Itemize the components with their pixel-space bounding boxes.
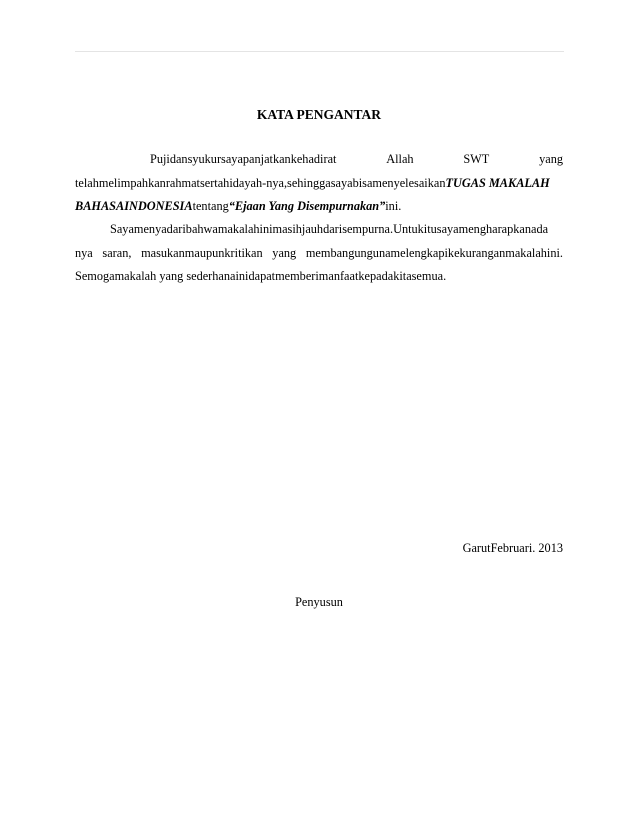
paragraph-1 [75, 148, 563, 219]
paragraph-1-line-1 [75, 148, 563, 172]
paragraph-1-word: Allah [386, 152, 414, 166]
date-line: GarutFebruari. 2013 [462, 541, 563, 555]
paragraph-1-text: telahmelimpahkanrahmatsertahidayah-nya,sehinggasayabisamenyelesaikan [75, 175, 446, 190]
paragraph-2-line-3: Semogamakalah yang sederhanainidapatmemberimanfaatkepadakitasemua. [75, 269, 447, 283]
paragraph-1-emphasis: TUGAS MAKALAH [445, 175, 550, 190]
paragraph-1-emphasis: BAHASAINDONESIA [75, 199, 193, 213]
paragraph-1-text: ini. [385, 199, 402, 213]
paragraph-1-emphasis: “Ejaan Yang Disempurnakan” [228, 199, 386, 213]
paragraph-2-line-2: nya saran, masukanmaupunkritikan yang membangungunamelengkapikekuranganmakalahini. [75, 245, 563, 260]
paragraph-2-text: Sayamenyadaribahwamakalahinimasihjauhdarisempurna.Untukitusayamengharapkanada [110, 222, 549, 236]
paragraph-2-line-1 [75, 218, 563, 242]
signer-name: Penyusun [295, 595, 343, 609]
paragraph-1-word: SWT [463, 152, 490, 166]
paragraph-2 [75, 218, 563, 289]
document-title: KATA PENGANTAR [256, 107, 382, 122]
paragraph-1-line-2 [75, 172, 563, 196]
paragraph-1-line-3 [75, 195, 563, 219]
paragraph-1-text: tentang [192, 199, 229, 213]
header-rule [75, 51, 564, 52]
paragraph-1-word: Pujidansyukursayapanjatkankehadirat [150, 152, 337, 166]
paragraph-1-word: yang [539, 152, 563, 166]
